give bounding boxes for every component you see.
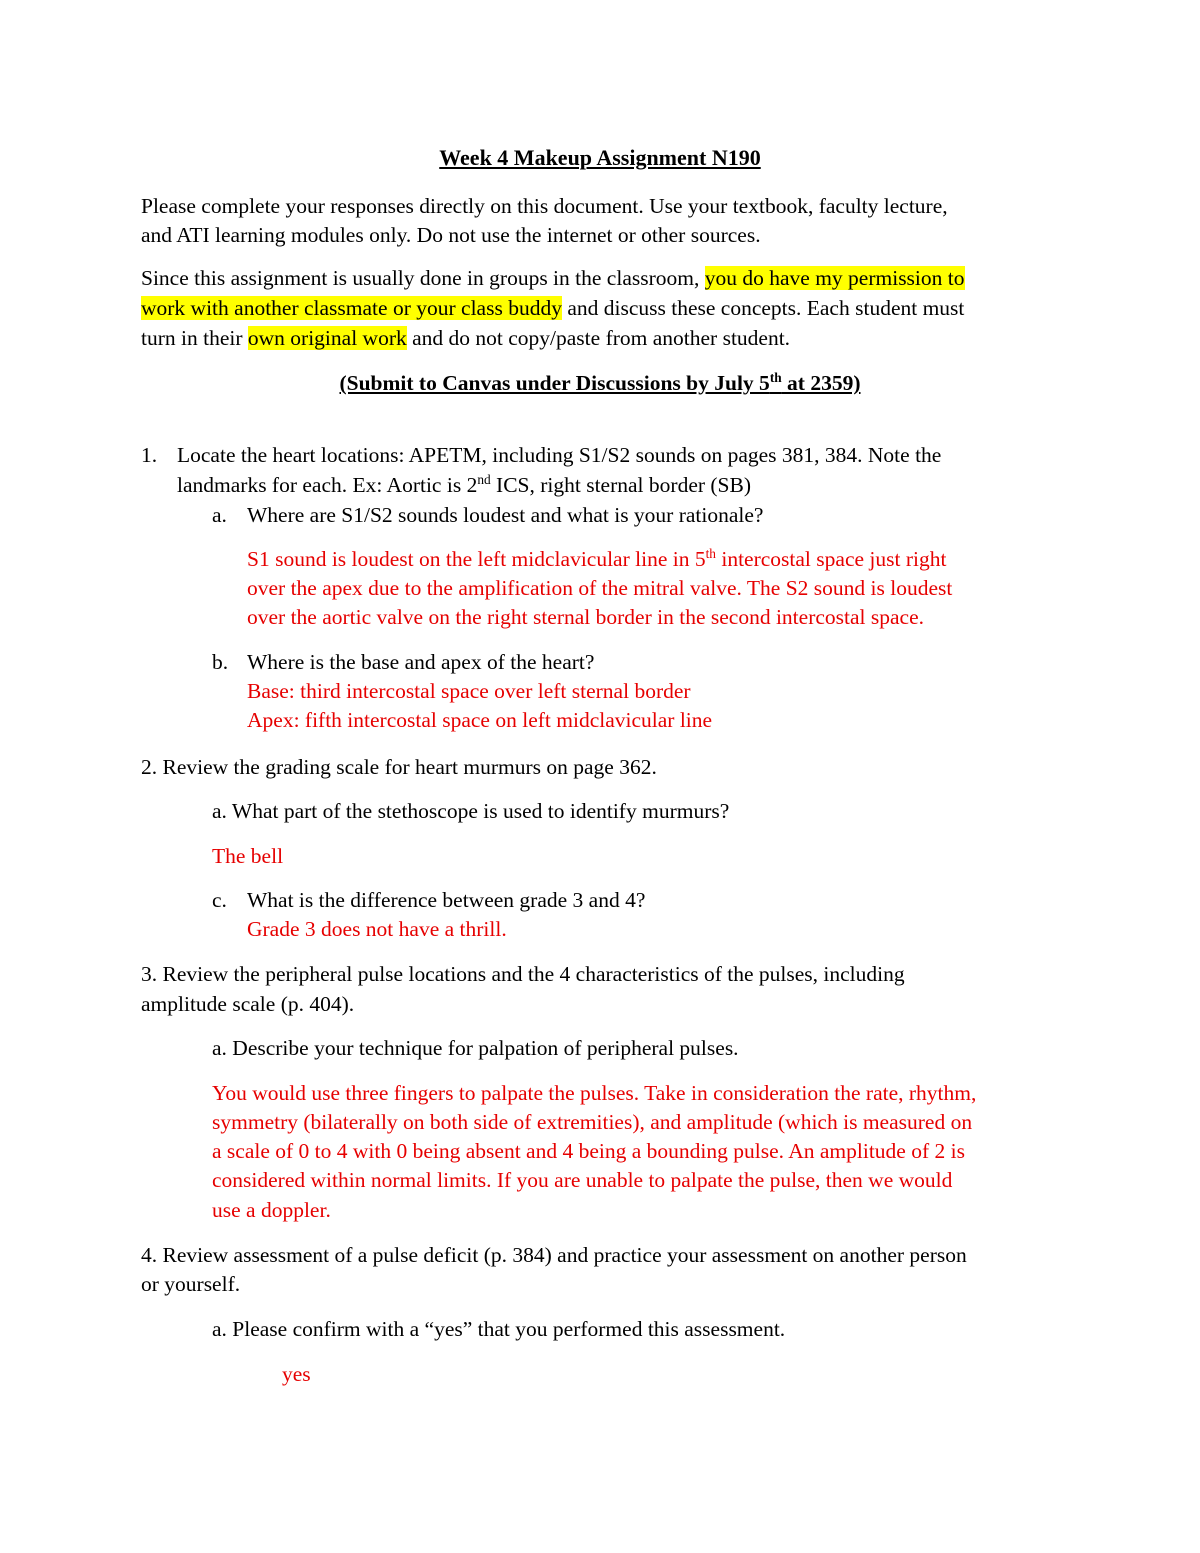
superscript: th bbox=[769, 369, 782, 385]
sub-question-text: Where are S1/S2 sounds loudest and what is your rationale? bbox=[247, 503, 764, 527]
plain-text: and do not copy/paste from another student. bbox=[406, 326, 791, 350]
answer-text bbox=[247, 545, 946, 574]
answer-text: a scale of 0 to 4 with 0 being absent and 4 being a bounding pulse. An amplitude of 2 is bbox=[212, 1139, 965, 1163]
submission-deadline bbox=[0, 369, 1200, 398]
highlighted-text: you do have my permission to bbox=[704, 266, 965, 290]
sub-question-label: a. bbox=[212, 503, 227, 527]
answer-text: considered within normal limits. If you are unable to palpate the pulse, then we would bbox=[212, 1168, 953, 1192]
answer-text: The bell bbox=[212, 844, 284, 868]
text: landmarks for each. Ex: Aortic is 2 bbox=[177, 473, 478, 497]
question-number: 1. bbox=[141, 443, 158, 467]
highlighted-text: work with another classmate or your class buddy bbox=[141, 296, 562, 320]
question-text: 4. Review assessment of a pulse deficit (p. 384) and practice your assessment on another person bbox=[141, 1243, 967, 1267]
answer-text: yes bbox=[282, 1362, 311, 1386]
answer-text: Base: third intercostal space over left sternal border bbox=[247, 679, 691, 703]
sub-question-label: c. bbox=[212, 888, 227, 912]
plain-text: and discuss these concepts. Each student must bbox=[561, 296, 965, 320]
question-text: Locate the heart locations: APETM, including S1/S2 sounds on pages 381, 384. Note the bbox=[177, 443, 942, 467]
question-text: 2. Review the grading scale for heart murmurs on page 362. bbox=[141, 755, 657, 779]
plain-text: Since this assignment is usually done in groups in the classroom, bbox=[141, 266, 705, 290]
answer-text: over the apex due to the amplification of the mitral valve. The S2 sound is loudest bbox=[247, 576, 953, 600]
intro-line: and ATI learning modules only. Do not use the internet or other sources. bbox=[141, 223, 761, 247]
superscript: nd bbox=[477, 471, 491, 487]
answer-text: over the aortic valve on the right sternal border in the second intercostal space. bbox=[247, 605, 924, 629]
sub-question-text: a. Describe your technique for palpation of peripheral pulses. bbox=[212, 1036, 739, 1060]
plain-text: turn in their bbox=[141, 326, 248, 350]
answer-text: symmetry (bilaterally on both side of extremities), and amplitude (which is measured on bbox=[212, 1110, 973, 1134]
sub-question-label: b. bbox=[212, 650, 229, 674]
answer-text: use a doppler. bbox=[212, 1198, 331, 1222]
text: S1 sound is loudest on the left midclavicular line in 5 bbox=[247, 547, 706, 571]
highlighted-text: own original work bbox=[247, 326, 407, 350]
text: intercostal space just right bbox=[715, 547, 947, 571]
permission-line bbox=[141, 324, 790, 353]
question-text: amplitude scale (p. 404). bbox=[141, 992, 355, 1016]
permission-line bbox=[141, 294, 964, 323]
answer-text: Apex: fifth intercostal space on left midclavicular line bbox=[247, 708, 713, 732]
sub-question-text: a. Please confirm with a “yes” that you performed this assessment. bbox=[212, 1317, 786, 1341]
superscript: th bbox=[705, 545, 716, 561]
sub-question-text: What is the difference between grade 3 and 4? bbox=[247, 888, 646, 912]
deadline-text: (Submit to Canvas under Discussions by July 5 bbox=[339, 371, 770, 395]
deadline-text: at 2359) bbox=[781, 371, 861, 395]
intro-line: Please complete your responses directly on this document. Use your textbook, faculty lecture, bbox=[141, 194, 948, 218]
question-text: 3. Review the peripheral pulse locations and the 4 characteristics of the pulses, including bbox=[141, 962, 905, 986]
text: ICS, right sternal border (SB) bbox=[490, 473, 752, 497]
sub-question-text: a. What part of the stethoscope is used to identify murmurs? bbox=[212, 799, 730, 823]
question-text bbox=[177, 471, 751, 500]
permission-line bbox=[141, 264, 965, 293]
answer-text: Grade 3 does not have a thrill. bbox=[247, 917, 507, 941]
answer-text: You would use three fingers to palpate the pulses. Take in consideration the rate, rhythm, bbox=[212, 1081, 977, 1105]
question-text: or yourself. bbox=[141, 1272, 241, 1296]
sub-question-text: Where is the base and apex of the heart? bbox=[247, 650, 595, 674]
page-title: Week 4 Makeup Assignment N190 bbox=[439, 145, 761, 170]
